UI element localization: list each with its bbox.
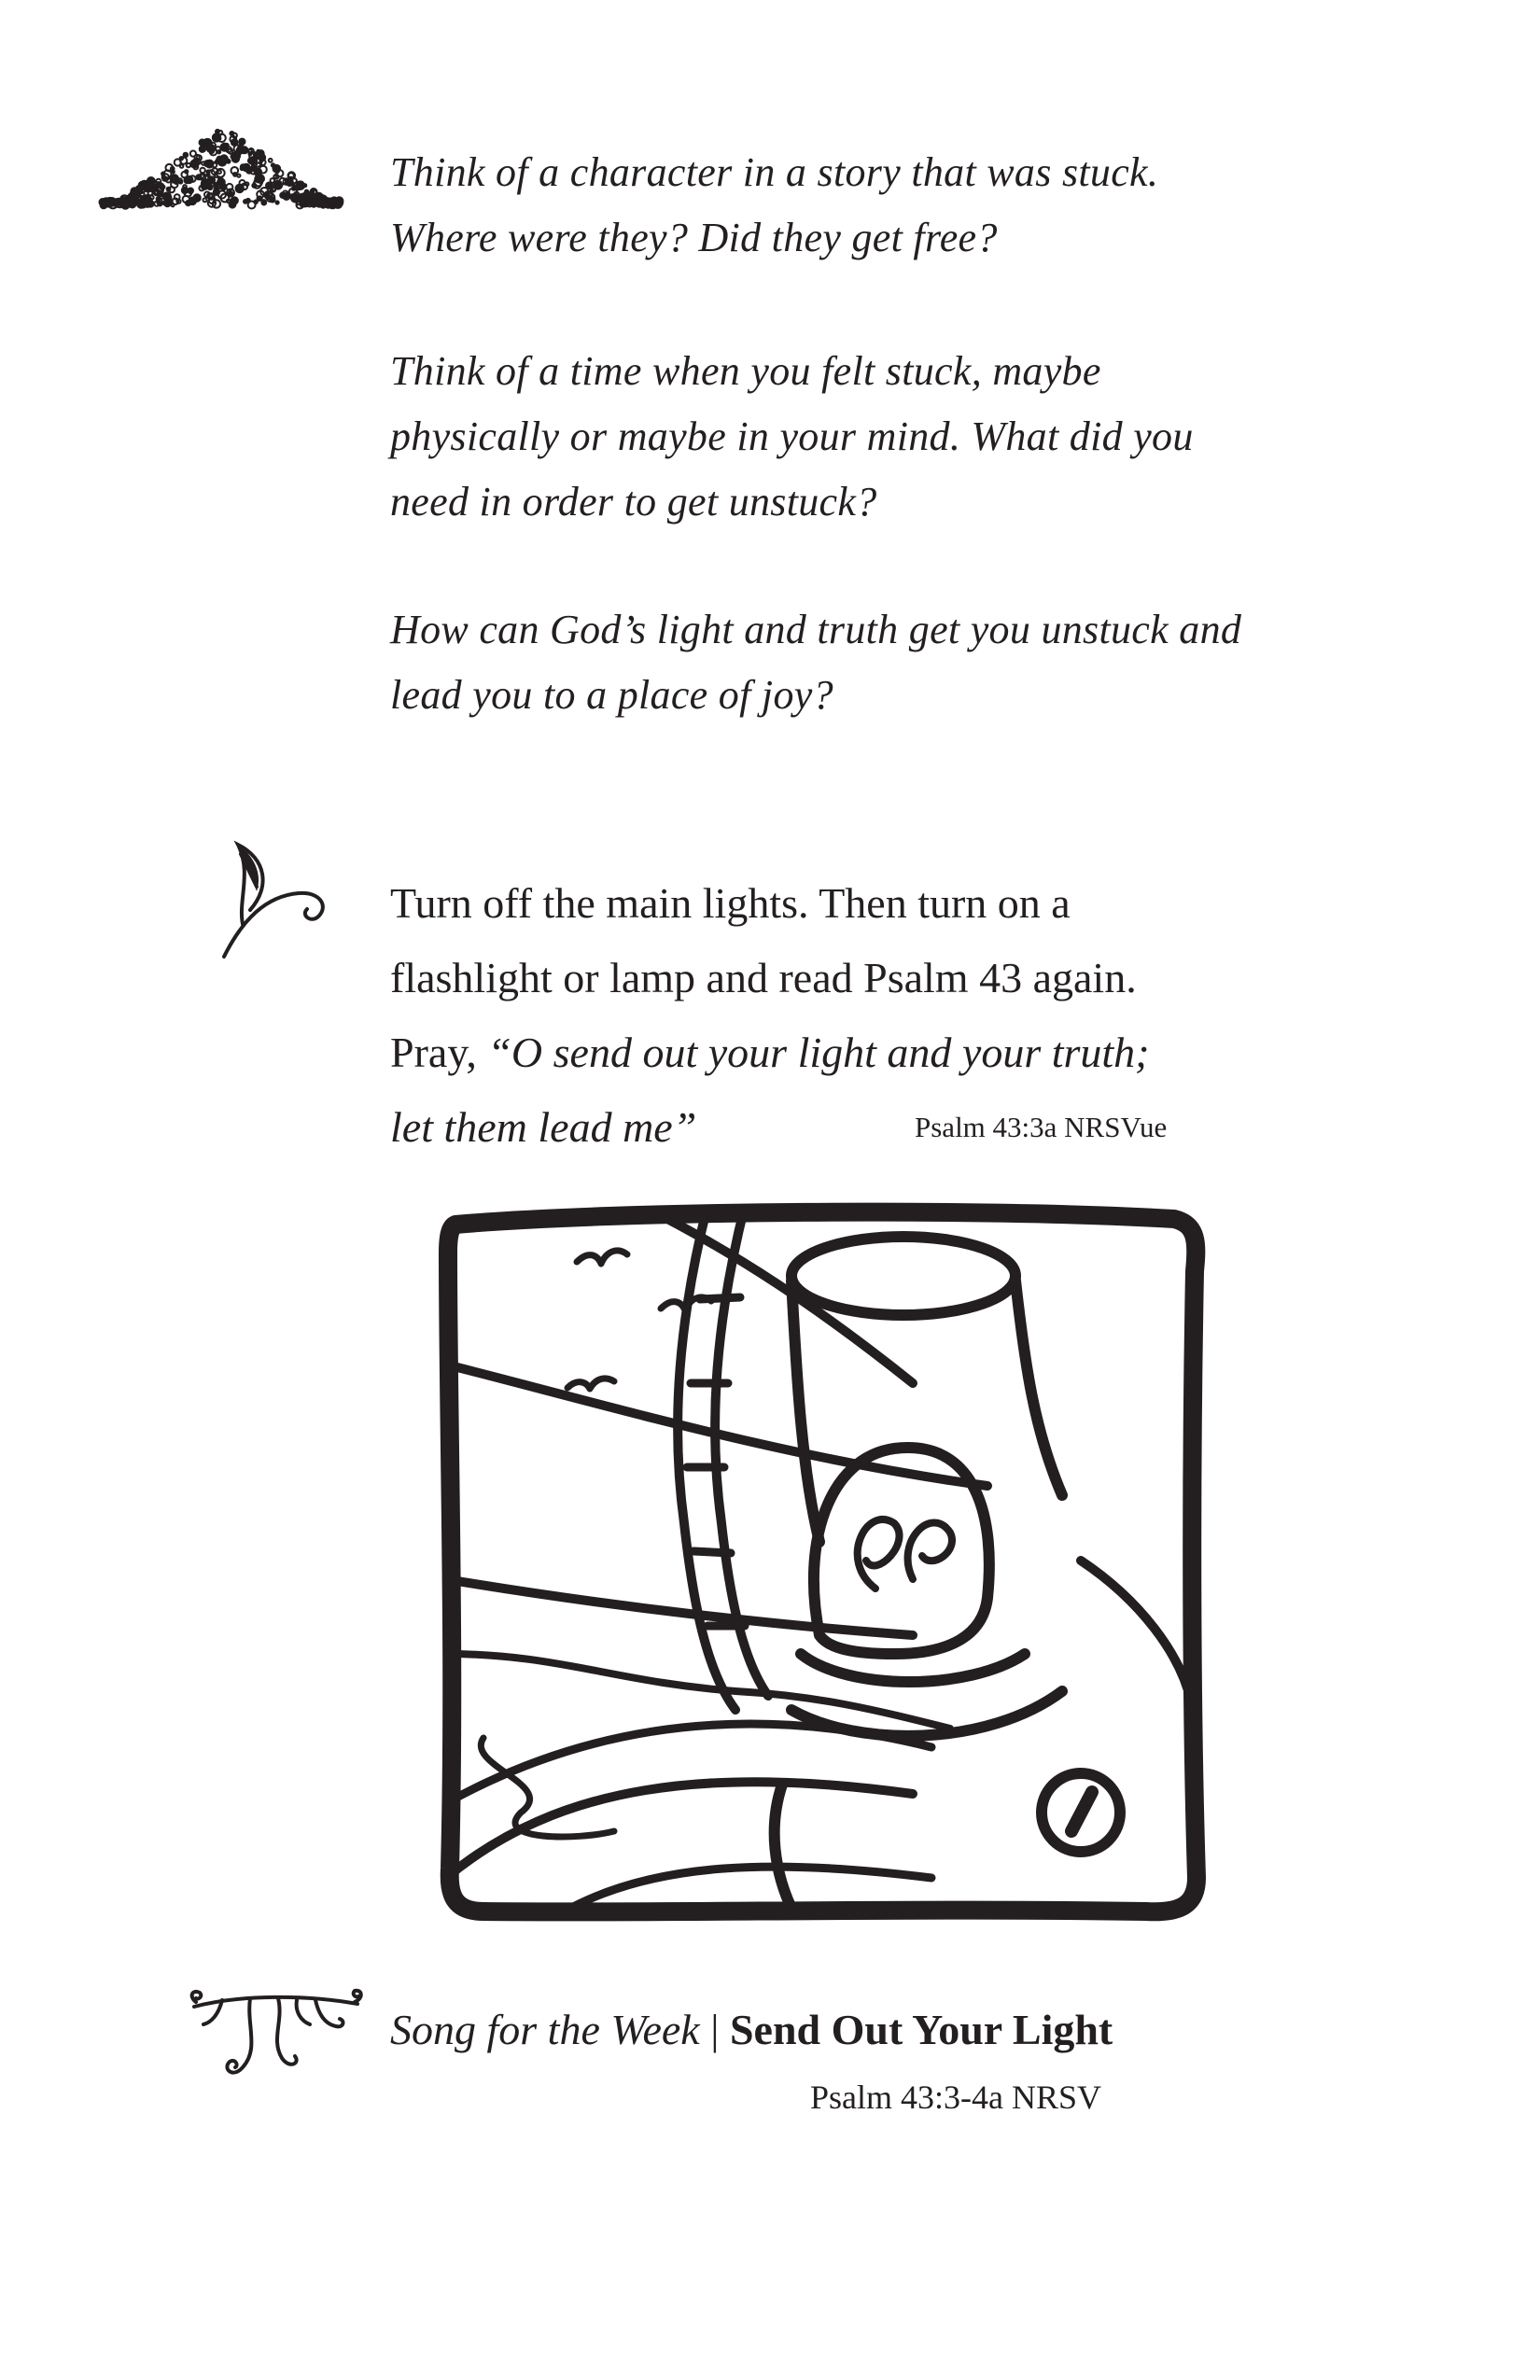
song-title: Send Out Your Light (729, 2006, 1113, 2053)
song-separator: | (710, 2006, 720, 2053)
question-3-line-2: lead you to a place of joy? (390, 672, 833, 718)
flashlight-illustration (427, 1187, 1216, 1932)
song-heading (390, 2005, 1113, 2054)
question-1-line-2: Where were they? Did they get free? (390, 215, 998, 260)
question-2-line-2: physically or maybe in your mind. What did you (390, 413, 1194, 459)
activity-citation: Psalm 43:3a NRSVue (915, 1111, 1168, 1143)
prayer-quote-line-2: let them lead me” (390, 1103, 697, 1151)
reflection-question-2 (390, 339, 1463, 535)
activity-line-1: Turn off the main lights. Then turn on a (390, 879, 1071, 927)
pebble-mound-icon (93, 112, 350, 215)
reflection-question-3 (390, 597, 1491, 728)
pray-prefix: Pray, (390, 1029, 488, 1076)
question-2-line-1: Think of a time when you felt stuck, maybe (390, 348, 1101, 394)
song-citation: Psalm 43:3-4a NRSV (810, 2079, 1102, 2116)
activity-line-2: flashlight or lamp and read Psalm 43 again. (390, 954, 1137, 1001)
sprout-curl-icon (215, 835, 345, 966)
question-1-line-1: Think of a character in a story that was stuck. (390, 149, 1159, 195)
vine-roots-icon (185, 1983, 367, 2091)
prayer-quote-line-1: “O send out your light and your truth; (487, 1029, 1150, 1076)
question-3-line-1: How can God’s light and truth get you unstuck and (390, 607, 1242, 652)
reflection-questions (390, 140, 1463, 271)
activity-line-3 (390, 1015, 1230, 1090)
question-2-line-3: need in order to get unstuck? (390, 479, 877, 525)
song-label: Song for the Week (390, 2006, 700, 2053)
